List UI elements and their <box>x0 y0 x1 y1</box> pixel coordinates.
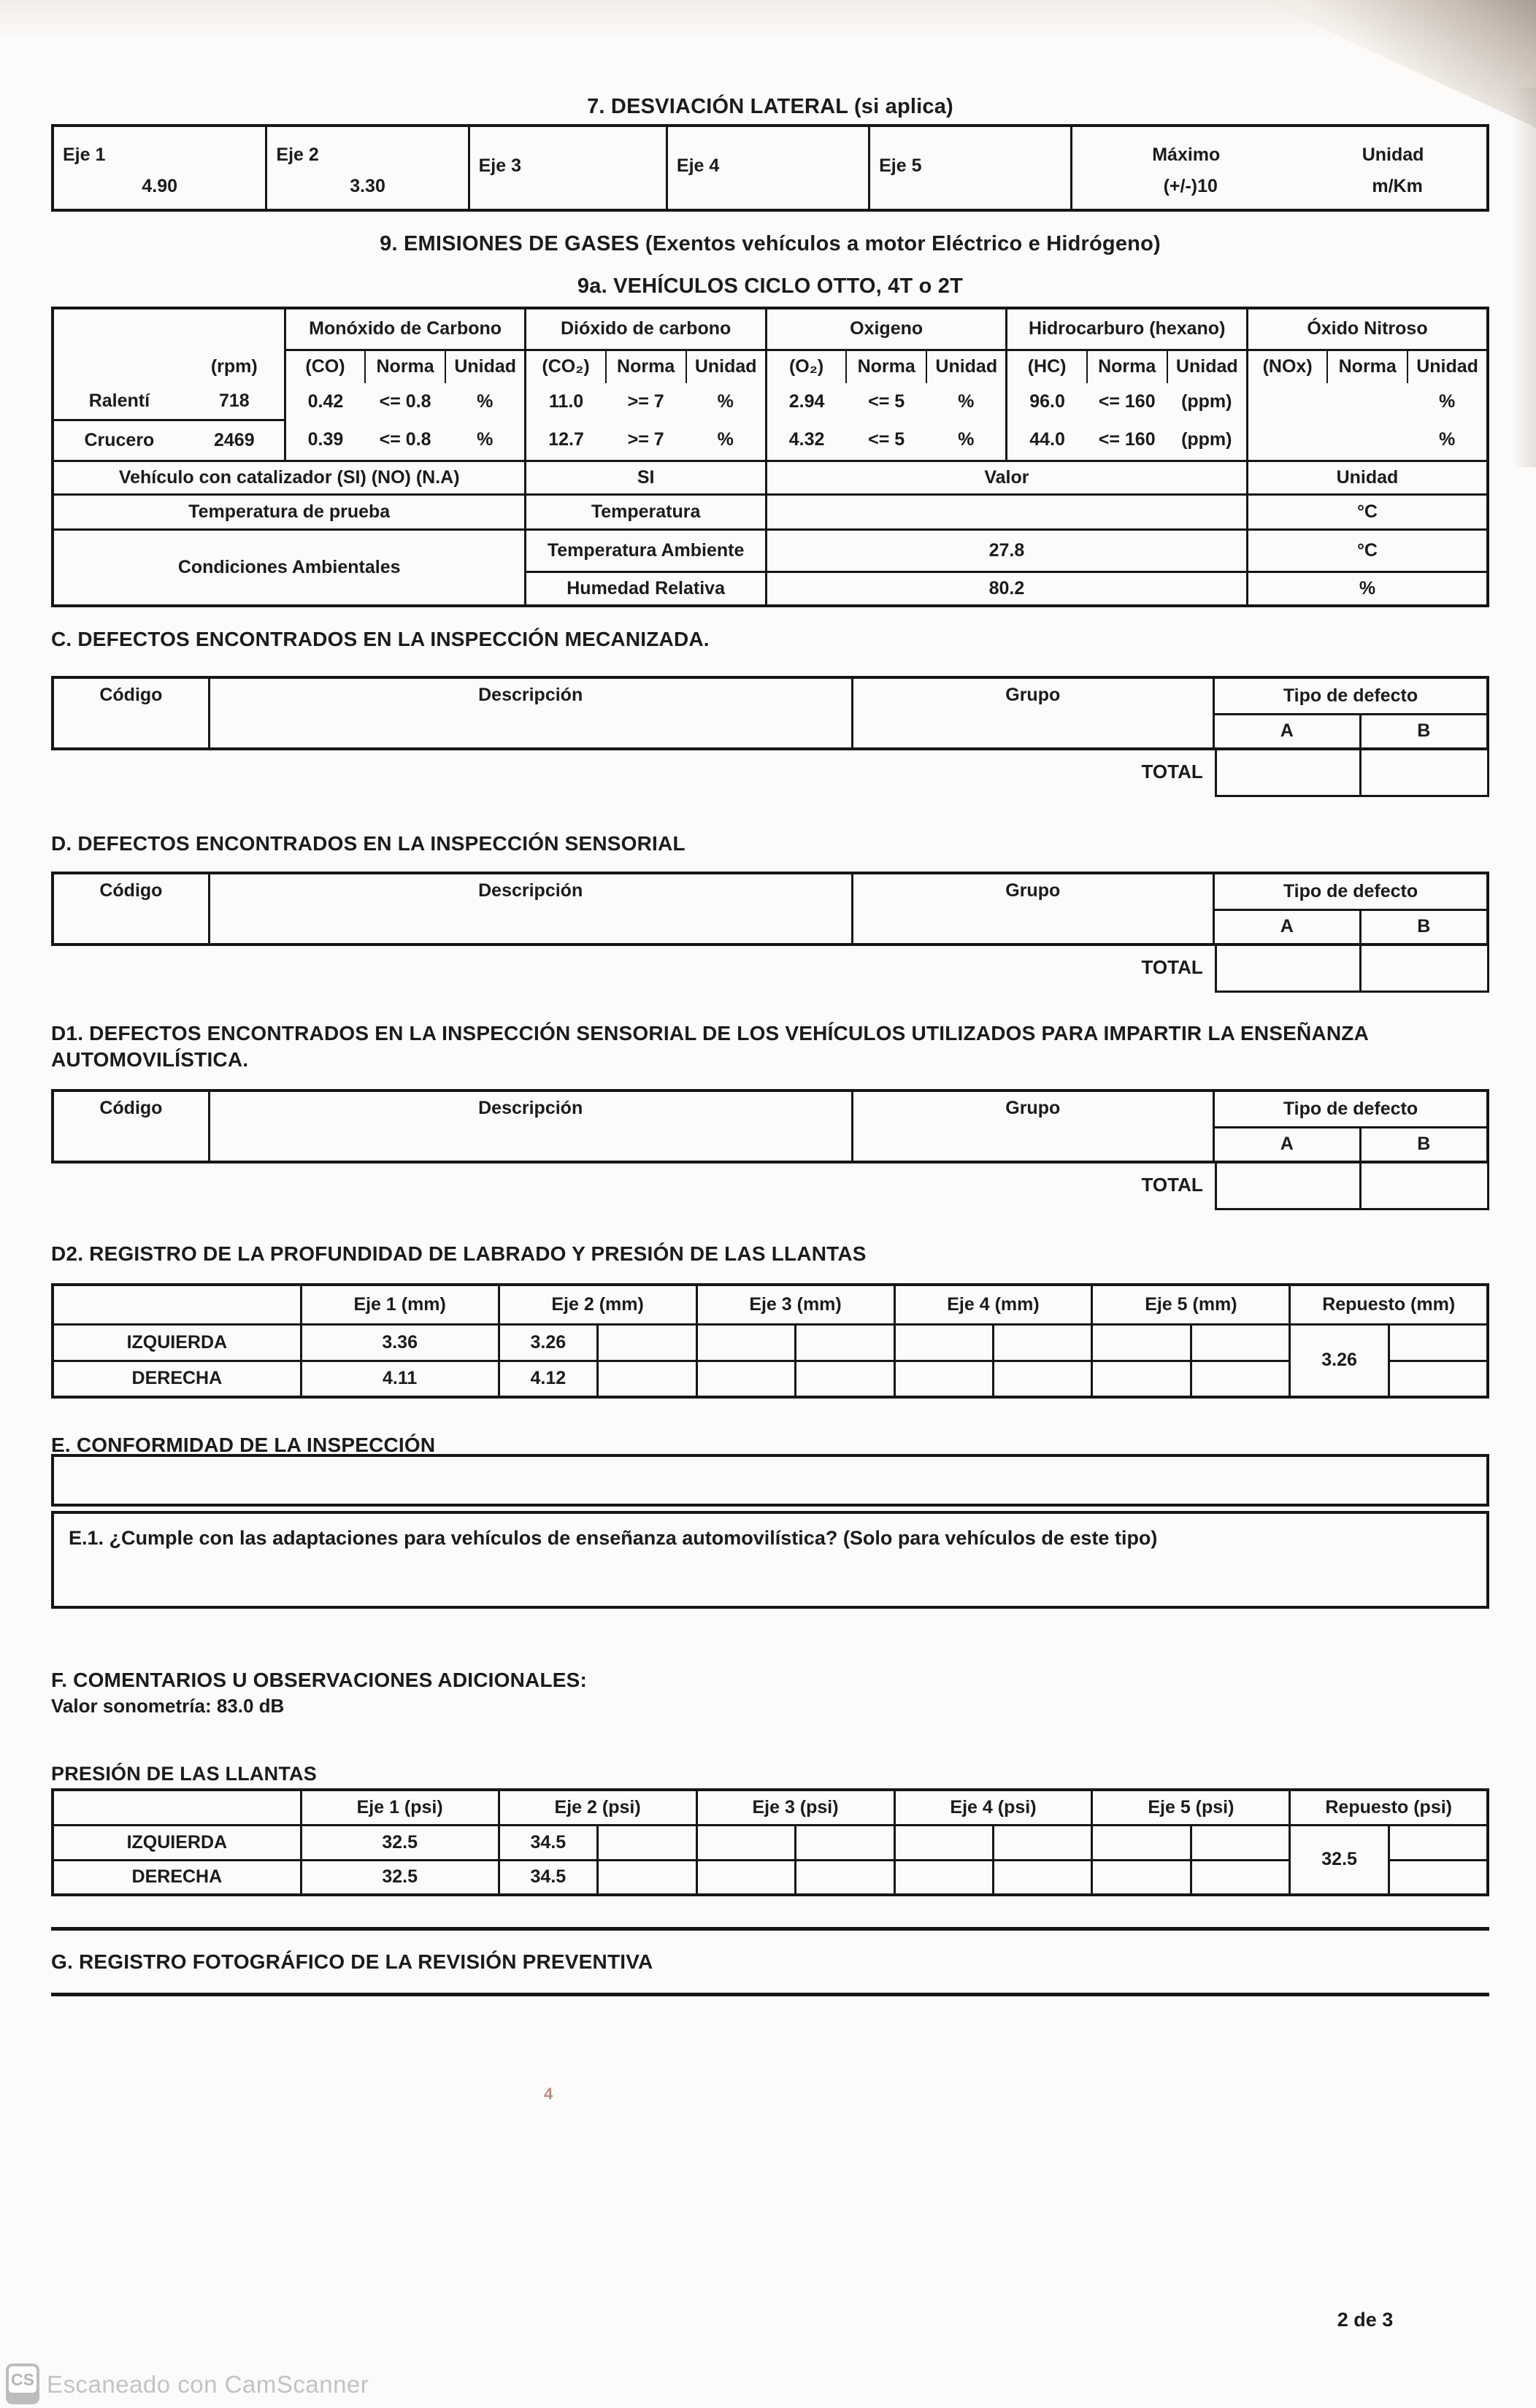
page-number: 2 de 3 <box>1337 2309 1394 2331</box>
emissions-table <box>51 307 1489 607</box>
e1-question: E.1. ¿Cumple con las adaptaciones para vehículos de enseñanza automovilística? (Solo para vehículos de este tipo) <box>69 1527 1158 1549</box>
scan-edge-shadow <box>1511 88 1536 467</box>
empty-cell <box>796 1860 894 1895</box>
cell: 4.11 <box>301 1361 499 1397</box>
empty-cell <box>796 1825 894 1860</box>
cell: 4.12 <box>499 1361 597 1397</box>
section-d2-title: D2. REGISTRO DE LA PROFUNDIDAD DE LABRADO Y PRESIÓN DE LAS LLANTAS <box>51 1242 867 1265</box>
total-row <box>51 946 1489 993</box>
row-label: IZQUIERDA <box>53 1825 301 1860</box>
empty-cell <box>1389 1324 1488 1361</box>
axle4-label: Eje 4 <box>676 155 720 176</box>
corner-cell <box>53 1790 301 1825</box>
header-eje4: Eje 4 (psi) <box>894 1790 1092 1825</box>
group-header-co2: Dióxido de carbono <box>526 308 767 350</box>
subheader-co-unidad: Unidad <box>445 350 526 383</box>
tire-pressure-table <box>51 1788 1489 1896</box>
cell: 44.0 <box>1007 420 1087 461</box>
subheader-empty <box>53 350 185 383</box>
descripcion-header: Descripción <box>209 873 852 945</box>
cond-sub: Humedad Relativa <box>526 572 767 606</box>
sonometry-value: Valor sonometría: 83.0 dB <box>51 1695 285 1717</box>
axle2-label: Eje 2 <box>276 145 319 165</box>
cell <box>894 1825 993 1860</box>
total-label: TOTAL <box>1141 761 1203 782</box>
cell <box>1247 420 1327 461</box>
cell: 3.36 <box>301 1324 499 1361</box>
empty-cell <box>1389 1860 1488 1895</box>
cell <box>696 1324 795 1361</box>
camscanner-logo-text: CS <box>9 2366 37 2393</box>
deviation-axle5-cell <box>869 126 1072 210</box>
cell: 0.39 <box>285 420 365 461</box>
header-repuesto: Repuesto (psi) <box>1290 1790 1488 1825</box>
repuesto-value: 3.26 <box>1290 1324 1389 1397</box>
subheader-hc-norma: Norma <box>1087 350 1167 383</box>
header-eje2: Eje 2 (mm) <box>499 1285 696 1324</box>
subheader-o2: (O₂) <box>766 350 846 383</box>
total-label: TOTAL <box>1141 1174 1203 1196</box>
cell <box>696 1825 795 1860</box>
cell: 32.5 <box>301 1860 499 1895</box>
total-row <box>51 1163 1489 1210</box>
axle5-label: Eje 5 <box>879 155 922 176</box>
total-row <box>51 750 1489 797</box>
cell <box>894 1361 993 1397</box>
cell <box>894 1324 993 1361</box>
header-eje3: Eje 3 (mm) <box>696 1285 894 1324</box>
cell <box>1327 420 1408 461</box>
cell: 3.26 <box>499 1324 597 1361</box>
total-a-cell <box>1215 1163 1362 1210</box>
emissions-corner-cell <box>53 308 285 350</box>
row-label: DERECHA <box>131 1368 223 1389</box>
cell: 0.42 <box>285 383 365 420</box>
axle1-value: 4.90 <box>142 176 178 196</box>
tipo-defecto-header: Tipo de defecto <box>1213 677 1488 714</box>
temp-prueba-label: Temperatura de prueba <box>53 494 526 529</box>
unidad-header: Unidad <box>1247 461 1488 494</box>
subheader-co2-unidad: Unidad <box>686 350 767 383</box>
section-e-title: E. CONFORMIDAD DE LA INSPECCIÓN <box>51 1434 436 1456</box>
catalizador-value: SI <box>526 461 767 494</box>
cell: (ppm) <box>1181 391 1232 412</box>
header-eje5: Eje 5 (mm) <box>1092 1285 1290 1324</box>
e1-box <box>51 1511 1489 1609</box>
cell: % <box>717 391 734 412</box>
cell: <= 160 <box>1087 420 1167 461</box>
tread-depth-table <box>51 1283 1489 1399</box>
total-b-cell <box>1362 750 1489 797</box>
cell: (ppm) <box>1167 420 1248 461</box>
empty-cell <box>598 1860 696 1895</box>
subheader-co2: (CO₂) <box>526 350 606 383</box>
cell: <= 0.8 <box>379 391 431 412</box>
scan-artifact: 4 <box>544 2085 553 2103</box>
row-crucero-rpm: 2469 <box>185 420 285 461</box>
total-a-cell <box>1215 750 1362 797</box>
row-crucero-label: Crucero <box>53 420 185 461</box>
codigo-header: Código <box>99 880 163 901</box>
deviation-unit-cell <box>1308 126 1488 210</box>
total-b-cell <box>1362 946 1489 993</box>
tipo-b-header: B <box>1360 1127 1488 1162</box>
axle3-label: Eje 3 <box>478 155 521 176</box>
total-b-cell <box>1362 1163 1489 1210</box>
cond-unit: °C <box>1247 529 1488 572</box>
codigo-header: Código <box>99 1098 163 1118</box>
group-header-o2: Oxigeno <box>766 308 1007 350</box>
cell <box>696 1860 795 1895</box>
section-g-title: G. REGISTRO FOTOGRÁFICO DE LA REVISIÓN PREVENTIVA <box>51 1950 653 1973</box>
cell <box>1092 1860 1191 1895</box>
empty-cell <box>1191 1324 1289 1361</box>
descripcion-header: Descripción <box>209 677 852 749</box>
empty-cell <box>1191 1361 1289 1397</box>
cell: 34.5 <box>499 1860 597 1895</box>
subheader-nox-unidad: Unidad <box>1408 350 1488 383</box>
section-d1-title: D1. DEFECTOS ENCONTRADOS EN LA INSPECCIÓN SENSORIAL DE LOS VEHÍCULOS UTILIZADOS PARA IMPARTIR LA ENSEÑANZA AUTOMOVILÍSTICA. <box>51 1022 1368 1071</box>
tipo-b-header: B <box>1360 909 1488 945</box>
section-c-title: C. DEFECTOS ENCONTRADOS EN LA INSPECCIÓN MECANIZADA. <box>51 628 710 650</box>
empty-cell <box>1191 1825 1289 1860</box>
cell <box>1247 383 1327 420</box>
divider-line <box>51 1927 1489 1931</box>
cell: % <box>1438 391 1456 412</box>
cond-value: 80.2 <box>766 572 1247 606</box>
section9-title: 9. EMISIONES DE GASES (Exentos vehículos a motor Eléctrico e Hidrógeno) <box>380 232 1161 255</box>
subheader-co2-norma: Norma <box>606 350 686 383</box>
subheader-rpm: (rpm) <box>210 355 258 377</box>
cond-unit: % <box>1247 572 1488 606</box>
cell: 2.94 <box>766 383 846 420</box>
temp-unit: °C <box>1247 494 1488 529</box>
section-f-title: F. COMENTARIOS U OBSERVACIONES ADICIONALES: <box>51 1669 588 1691</box>
header-eje2: Eje 2 (psi) <box>499 1790 696 1825</box>
deviation-axle1-cell <box>53 126 266 210</box>
header-eje5: Eje 5 (psi) <box>1092 1790 1290 1825</box>
cell: <= 160 <box>1098 391 1156 412</box>
section-d-title: D. DEFECTOS ENCONTRADOS EN LA INSPECCIÓN SENSORIAL <box>51 832 686 855</box>
condiciones-label: Condiciones Ambientales <box>177 556 401 577</box>
row-ralenti-rpm: 718 <box>185 383 285 420</box>
defects-mecanizada-table <box>51 676 1489 750</box>
temp-sub: Temperatura <box>526 494 767 529</box>
tipo-b-header: B <box>1360 714 1488 749</box>
deviation-axle4-cell <box>667 126 869 210</box>
max-label: Máximo <box>1152 145 1221 165</box>
empty-cell <box>1389 1361 1488 1397</box>
header-eje1: Eje 1 (mm) <box>301 1285 499 1324</box>
tipo-a-header: A <box>1213 714 1360 749</box>
grupo-header: Grupo <box>852 1090 1213 1162</box>
cell: % <box>926 420 1007 461</box>
cell: 34.5 <box>499 1825 597 1860</box>
row-ralenti-label: Ralentí <box>53 383 185 420</box>
deviation-table <box>51 124 1489 212</box>
codigo-header: Código <box>99 685 163 705</box>
subheader-nox-norma: Norma <box>1327 350 1408 383</box>
deviation-axle3-cell <box>469 126 667 210</box>
empty-cell <box>993 1825 1091 1860</box>
tipo-a-header: A <box>1213 1127 1360 1162</box>
temp-value <box>766 494 1247 529</box>
descripcion-header: Descripción <box>209 1090 852 1162</box>
grupo-header: Grupo <box>852 873 1213 945</box>
catalizador-label: Vehículo con catalizador (SI) (NO) (N.A) <box>53 461 526 494</box>
cell: 32.5 <box>301 1825 499 1860</box>
subheader-co-norma: Norma <box>365 350 445 383</box>
subheader-o2-unidad: Unidad <box>926 350 1007 383</box>
corner-cell <box>53 1285 301 1324</box>
axle1-label: Eje 1 <box>63 145 106 165</box>
cell: 12.7 <box>526 420 606 461</box>
empty-cell <box>993 1361 1091 1397</box>
axle2-value: 3.30 <box>350 176 385 196</box>
header-eje3: Eje 3 (psi) <box>696 1790 894 1825</box>
tipo-a-header: A <box>1213 909 1360 945</box>
subheader-nox: (NOx) <box>1247 350 1327 383</box>
valor-header: Valor <box>766 461 1247 494</box>
cell: >= 7 <box>627 391 664 412</box>
header-eje4: Eje 4 (mm) <box>894 1285 1092 1324</box>
cell <box>1092 1825 1191 1860</box>
cell <box>696 1361 795 1397</box>
psi-section-title: PRESIÓN DE LAS LLANTAS <box>51 1763 317 1785</box>
row-label: DERECHA <box>131 1866 223 1888</box>
empty-cell <box>1191 1860 1289 1895</box>
empty-cell <box>598 1825 696 1860</box>
empty-cell <box>993 1860 1091 1895</box>
camscanner-watermark: Escaneado con CamScanner <box>47 2371 369 2398</box>
conformidad-box <box>51 1454 1489 1507</box>
cell: 4.32 <box>766 420 846 461</box>
defects-ensenanza-table <box>51 1089 1489 1163</box>
deviation-max-cell <box>1072 126 1308 210</box>
cell: % <box>1408 420 1488 461</box>
cell <box>1092 1324 1191 1361</box>
camscanner-logo-icon <box>6 2363 39 2404</box>
subheader-hc-unidad: Unidad <box>1167 350 1248 383</box>
cell: % <box>445 420 526 461</box>
cell: >= 7 <box>606 420 686 461</box>
tipo-defecto-header: Tipo de defecto <box>1213 873 1488 909</box>
cell: 11.0 <box>526 383 606 420</box>
defects-sensorial-table <box>51 872 1489 946</box>
total-a-cell <box>1215 946 1362 993</box>
max-value: (+/-)10 <box>1163 176 1218 196</box>
cell <box>1327 383 1408 420</box>
cell <box>894 1860 993 1895</box>
cell: % <box>958 391 975 412</box>
divider-line <box>51 1993 1489 1996</box>
cond-value: 27.8 <box>766 529 1247 572</box>
cond-sub: Temperatura Ambiente <box>526 529 767 572</box>
subheader-co: (CO) <box>285 350 365 383</box>
subheader-hc: (HC) <box>1007 350 1087 383</box>
empty-cell <box>796 1324 894 1361</box>
header-repuesto: Repuesto (mm) <box>1290 1285 1488 1324</box>
subheader-o2-norma: Norma <box>846 350 926 383</box>
section9a-subtitle: 9a. VEHÍCULOS CICLO OTTO, 4T o 2T <box>577 274 964 298</box>
unit-label: Unidad <box>1362 145 1424 165</box>
group-header-hc: Hidrocarburo (hexano) <box>1007 308 1248 350</box>
grupo-header: Grupo <box>852 677 1213 749</box>
cell <box>1092 1361 1191 1397</box>
empty-cell <box>993 1324 1091 1361</box>
unit-value: m/Km <box>1372 176 1423 196</box>
cell: <= 0.8 <box>365 420 445 461</box>
empty-cell <box>598 1361 696 1397</box>
empty-cell <box>1389 1825 1488 1860</box>
cell: <= 5 <box>868 391 905 412</box>
repuesto-value: 32.5 <box>1290 1825 1389 1895</box>
cell: 96.0 <box>1007 383 1087 420</box>
empty-cell <box>598 1324 696 1361</box>
deviation-axle2-cell <box>266 126 469 210</box>
group-header-nox: Óxido Nitroso <box>1247 308 1488 350</box>
total-label: TOTAL <box>1141 956 1203 978</box>
cell: % <box>686 420 767 461</box>
tipo-defecto-header: Tipo de defecto <box>1213 1090 1488 1127</box>
empty-cell <box>796 1361 894 1397</box>
row-label: IZQUIERDA <box>53 1324 301 1361</box>
header-eje1: Eje 1 (psi) <box>301 1790 499 1825</box>
section7-title: 7. DESVIACIÓN LATERAL (si aplica) <box>587 95 953 118</box>
cell: <= 5 <box>846 420 926 461</box>
group-header-co: Monóxido de Carbono <box>285 308 526 350</box>
cell: % <box>477 391 494 412</box>
